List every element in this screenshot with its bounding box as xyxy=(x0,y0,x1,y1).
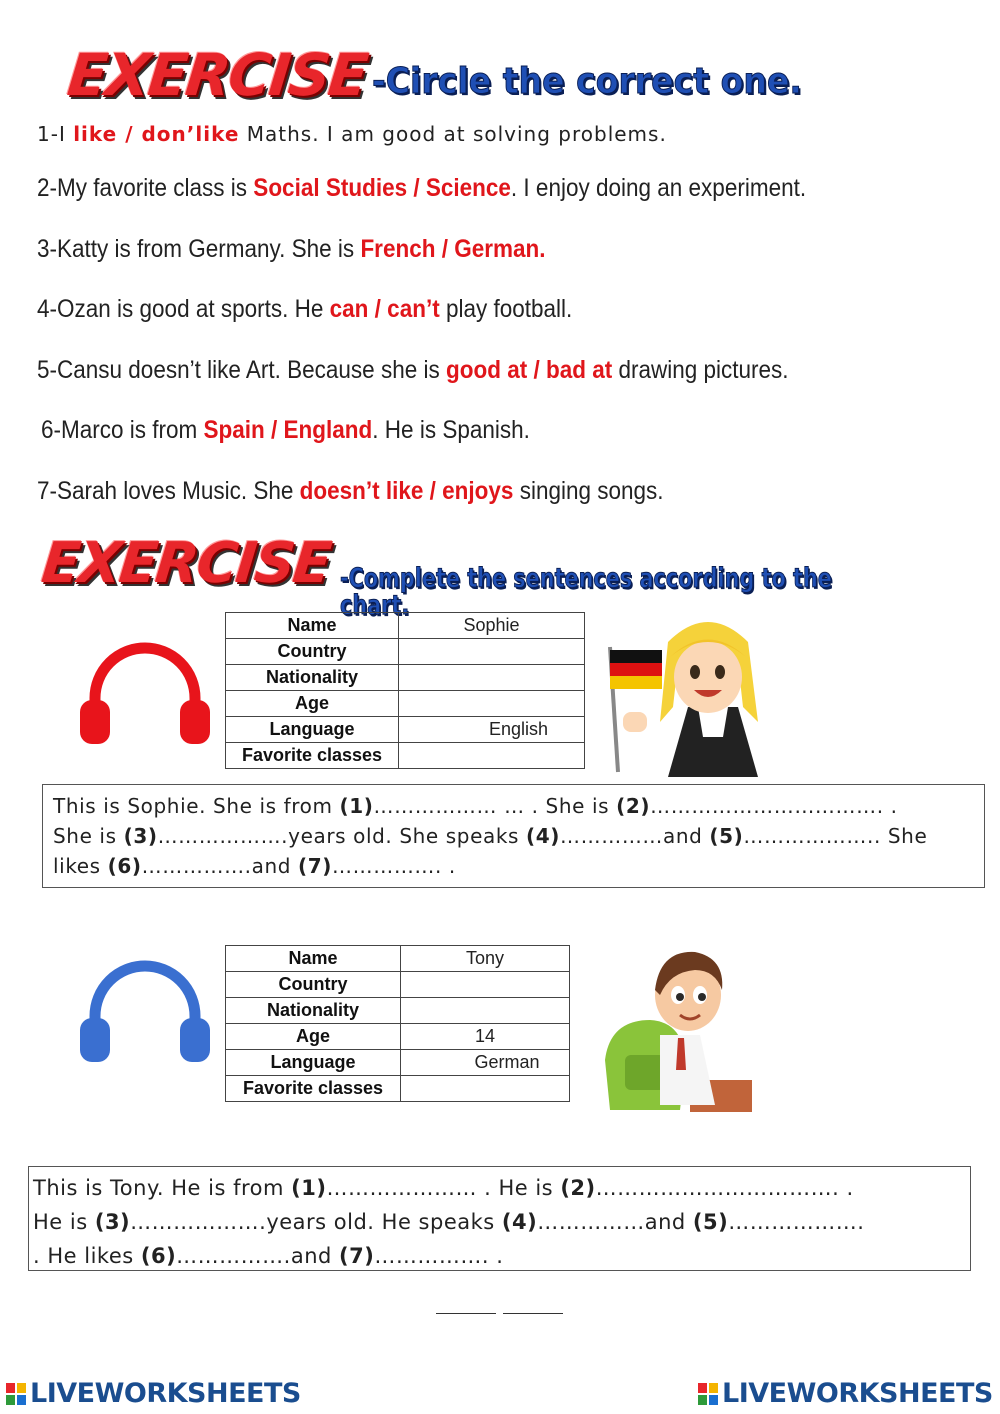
chart-key: Favorite classes xyxy=(226,743,399,769)
chart-value[interactable]: German xyxy=(401,1050,570,1076)
blank-number: (7) xyxy=(298,854,333,878)
chart-value[interactable]: Tony xyxy=(401,946,570,972)
liveworksheets-logo-left xyxy=(6,1378,301,1409)
chart-value[interactable]: Sophie xyxy=(399,613,585,639)
chart-key: Age xyxy=(226,691,399,717)
girl-with-german-flag-illustration xyxy=(598,612,768,777)
table-row xyxy=(226,1024,570,1050)
question-text: 3-Katty is from Germany. She is xyxy=(37,235,361,263)
blank[interactable]: ……………………………. . xyxy=(595,1176,854,1200)
info-chart-sophie xyxy=(225,612,585,769)
answer-options[interactable]: good at / bad at xyxy=(445,356,613,384)
question-text: . He is Spanish. xyxy=(372,416,530,444)
blank-number: (2) xyxy=(560,1176,596,1200)
blank-number: (1) xyxy=(291,1176,327,1200)
paragraph-text: This is Tony. He is from xyxy=(33,1176,292,1200)
liveworksheets-logo-right xyxy=(698,1378,993,1409)
fill-in-paragraph-sophie xyxy=(42,784,985,888)
blank-number: (7) xyxy=(339,1244,375,1268)
table-row xyxy=(226,717,585,743)
blank[interactable]: ……………and xyxy=(537,1210,693,1234)
fill-in-paragraph-tony xyxy=(28,1166,971,1271)
question-text: 2-My favorite class is xyxy=(37,174,254,202)
table-row xyxy=(226,613,585,639)
chart-key: Language xyxy=(226,1050,401,1076)
logo-text: LIVEWORKSHEETS xyxy=(30,1378,301,1409)
table-row xyxy=(226,1076,570,1102)
answer-options[interactable]: can / can’t xyxy=(329,295,440,323)
paragraph-line xyxy=(33,1205,966,1239)
headphones-icon xyxy=(78,640,212,746)
table-row xyxy=(226,691,585,717)
question-text: 6-Marco is from xyxy=(41,416,204,444)
blank-number: (6) xyxy=(140,1244,177,1268)
exercise-1-title: EXERCISE xyxy=(64,41,370,109)
logo-text: LIVEWORKSHEETS xyxy=(722,1378,993,1409)
table-row xyxy=(226,1050,570,1076)
chart-key: Favorite classes xyxy=(226,1076,401,1102)
blank-number: (3) xyxy=(94,1210,131,1234)
blank-number: (2) xyxy=(616,794,651,818)
chart-value[interactable] xyxy=(399,743,585,769)
answer-options[interactable]: doesn’t like / enjoys xyxy=(299,477,514,505)
blank[interactable]: ……………… … . She is xyxy=(373,794,617,818)
table-row xyxy=(226,639,585,665)
blank[interactable]: ………………… . He is xyxy=(326,1176,561,1200)
chart-value[interactable] xyxy=(401,972,570,998)
question-3 xyxy=(37,235,546,264)
question-7 xyxy=(37,477,664,506)
info-chart-tony xyxy=(225,945,570,1102)
blank-number: (5) xyxy=(692,1210,729,1234)
chart-value[interactable] xyxy=(401,1076,570,1102)
exercise-2-instruction: -Complete the sentences according to the chart. xyxy=(340,563,832,621)
divider xyxy=(503,1313,563,1314)
answer-options[interactable]: Spain / England xyxy=(203,416,373,444)
paragraph-text: . He likes xyxy=(33,1244,141,1268)
paragraph-text: She is xyxy=(53,824,124,848)
chart-key: Age xyxy=(226,1024,401,1050)
paragraph-line xyxy=(53,791,974,821)
answer-options[interactable]: like / don’like xyxy=(73,122,240,146)
blank[interactable]: ……………. . xyxy=(332,854,456,878)
divider xyxy=(436,1313,496,1314)
question-5 xyxy=(37,356,789,385)
chart-key: Language xyxy=(226,717,399,743)
question-text: . I enjoy doing an experiment. xyxy=(510,174,807,202)
chart-value[interactable]: English xyxy=(399,717,585,743)
chart-value[interactable] xyxy=(399,691,585,717)
blank-number: (1) xyxy=(339,794,374,818)
blank[interactable]: …………….and xyxy=(176,1244,340,1268)
paragraph-text: He is xyxy=(33,1210,95,1234)
exercise-1-instruction: -Circle the correct one. xyxy=(372,61,803,102)
blank[interactable]: ……………….. She xyxy=(743,824,928,848)
blank[interactable]: ……………. . xyxy=(374,1244,504,1268)
chart-key: Name xyxy=(226,946,401,972)
question-text: play football. xyxy=(439,295,573,323)
blank-number: (5) xyxy=(709,824,744,848)
blank[interactable]: …………….and xyxy=(141,854,299,878)
question-text: 4-Ozan is good at sports. He xyxy=(37,295,330,323)
chart-value[interactable] xyxy=(399,639,585,665)
blank[interactable]: ……………….years old. He speaks xyxy=(130,1210,502,1234)
paragraph-line xyxy=(53,851,974,881)
paragraph-line xyxy=(33,1171,966,1205)
chart-key: Name xyxy=(226,613,399,639)
blank-number: (6) xyxy=(107,854,142,878)
paragraph-line xyxy=(33,1239,966,1273)
blank[interactable]: ……………………………. . xyxy=(650,794,898,818)
answer-options[interactable]: French / German. xyxy=(360,235,546,263)
liveworksheets-logo-icon xyxy=(698,1383,718,1405)
chart-key: Nationality xyxy=(226,665,399,691)
paragraph-text: likes xyxy=(53,854,108,878)
boy-with-backpack-illustration xyxy=(600,940,755,1115)
headphones-icon xyxy=(78,958,212,1064)
chart-key: Country xyxy=(226,972,401,998)
table-row xyxy=(226,998,570,1024)
blank-number: (4) xyxy=(501,1210,538,1234)
liveworksheets-logo-icon xyxy=(6,1383,26,1405)
question-text: 7-Sarah loves Music. She xyxy=(37,477,300,505)
paragraph-text: This is Sophie. She is from xyxy=(53,794,340,818)
blank-number: (3) xyxy=(123,824,158,848)
chart-key: Country xyxy=(226,639,399,665)
table-row xyxy=(226,665,585,691)
question-text: 5-Cansu doesn’t like Art. Because she is xyxy=(37,356,446,384)
chart-key: Nationality xyxy=(226,998,401,1024)
question-1 xyxy=(37,122,667,146)
question-text: 1-I xyxy=(37,122,74,146)
exercise-2-title: EXERCISE xyxy=(38,531,333,596)
table-row xyxy=(226,972,570,998)
question-text: Maths. I am good at solving problems. xyxy=(239,122,667,146)
blank[interactable]: ………………. xyxy=(728,1210,865,1234)
chart-value[interactable] xyxy=(401,998,570,1024)
blank[interactable]: ……………and xyxy=(560,824,710,848)
chart-value[interactable] xyxy=(399,665,585,691)
paragraph-line xyxy=(53,821,974,851)
question-text: drawing pictures. xyxy=(612,356,789,384)
blank-number: (4) xyxy=(526,824,561,848)
chart-value[interactable]: 14 xyxy=(401,1024,570,1050)
question-6 xyxy=(41,416,530,445)
table-row xyxy=(226,743,585,769)
table-row xyxy=(226,946,570,972)
question-4 xyxy=(37,295,572,324)
answer-options[interactable]: Social Studies / Science xyxy=(253,174,511,202)
question-text: singing songs. xyxy=(513,477,664,505)
question-2 xyxy=(37,174,806,203)
blank[interactable]: ……………….years old. She speaks xyxy=(157,824,527,848)
